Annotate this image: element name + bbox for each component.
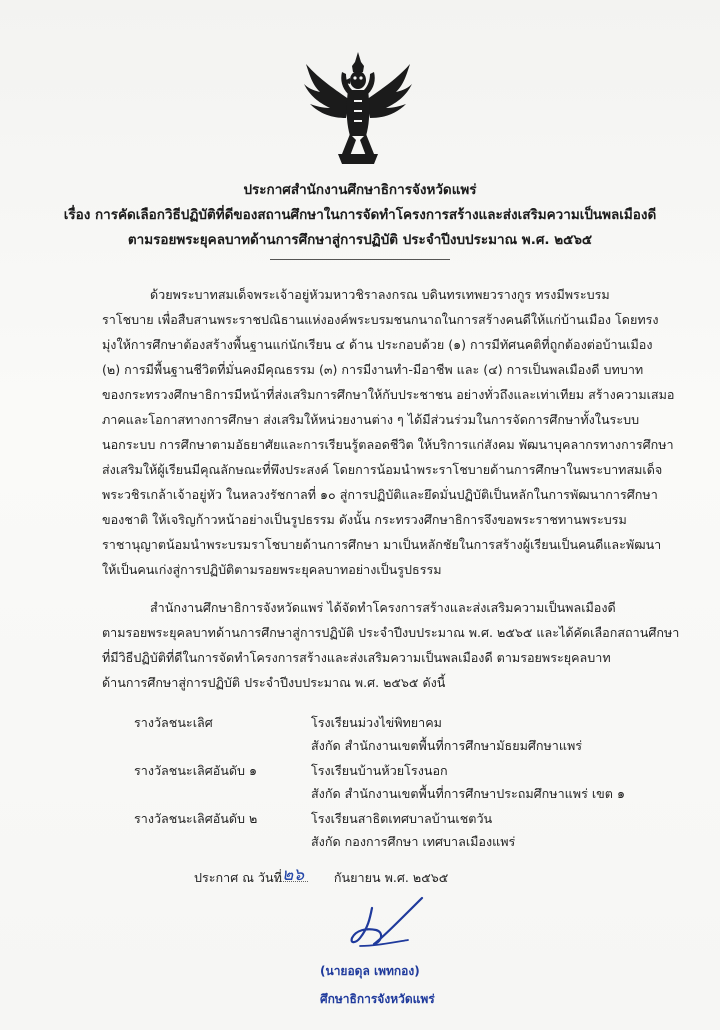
subject-line-1: เรื่อง การคัดเลือกวิธีปฏิบัติที่ดีของสถานศึกษาในการจัดทำโครงการสร้างและส่งเสริมความเป็นพลเมืองดี: [63, 207, 657, 223]
award-school-first-runner-up: โรงเรียนบ้านห้วยโรงนอก: [311, 763, 448, 778]
signer-name: (นายอดุล เพทกอง): [320, 964, 420, 978]
date-underline: [276, 881, 308, 882]
award-label-winner: รางวัลชนะเลิศ: [134, 715, 213, 730]
award-affiliation-second-runner-up: สังกัด กองการศึกษา เทศบาลเมืองแพร่: [311, 834, 516, 849]
garuda-emblem-icon: [302, 50, 414, 166]
paragraph-line: มุ่งให้การศึกษาต้องสร้างพื้นฐานแก่นักเรียน ๔ ด้าน ประกอบด้วย (๑) การมีทัศนคติที่ถูกต้องต่อบ้านเมือง: [102, 337, 653, 352]
award-affiliation-first-runner-up: สังกัด สำนักงานเขตพื้นที่การศึกษาประถมศึกษาแพร่ เขต ๑: [311, 786, 625, 801]
paragraph-line: ของกระทรวงศึกษาธิการมีหน้าที่ส่งเสริมการศึกษาให้กับประชาชน อย่างทั่วถึงและเท่าเทียม สร้างความเสมอ: [102, 387, 675, 402]
signer-position: ศึกษาธิการจังหวัดแพร่: [320, 992, 435, 1006]
paragraph-line: ที่มีวิธีปฏิบัติที่ดีในการจัดทำโครงการสร้างและส่งเสริมความเป็นพลเมืองดี ตามรอยพระยุคลบาท: [102, 650, 611, 665]
signature-icon: [330, 888, 440, 958]
handwritten-day: ๒๖: [282, 865, 304, 885]
paragraph-line: สำนักงานศึกษาธิการจังหวัดแพร่ ได้จัดทำโครงการสร้างและส่งเสริมความเป็นพลเมืองดี: [150, 600, 616, 615]
paragraph-line: ด้วยพระบาทสมเด็จพระเจ้าอยู่หัวมหาวชิราลงกรณ บดินทรเทพยวรางกูร ทรงมีพระบรม: [150, 287, 610, 302]
subject-line-2: ตามรอยพระยุคลบาทด้านการศึกษาสู่การปฏิบัติ ประจำปีงบประมาณ พ.ศ. ๒๕๖๕: [127, 232, 593, 248]
paragraph-line: ตามรอยพระยุคลบาทด้านการศึกษาสู่การปฏิบัติ ประจำปีงบประมาณ พ.ศ. ๒๕๖๕ และได้คัดเลือกสถานศึกษา: [102, 625, 680, 640]
award-school-winner: โรงเรียนม่วงไข่พิทยาคม: [311, 715, 442, 730]
announcement-date: [194, 868, 448, 888]
header-divider: [270, 259, 450, 260]
paragraph-line: ราโชบาย เพื่อสืบสานพระราชปณิธานแห่งองค์พระบรมชนกนาถในการสร้างคนดีให้แก่บ้านเมือง โดยทรง: [102, 312, 659, 327]
award-label-first-runner-up: รางวัลชนะเลิศอันดับ ๑: [134, 763, 258, 778]
announcement-title: ประกาศสำนักงานศึกษาธิการจังหวัดแพร่: [243, 182, 477, 198]
award-affiliation-winner: สังกัด สำนักงานเขตพื้นที่การศึกษามัธยมศึกษาแพร่: [311, 738, 583, 753]
announcement-prefix: ประกาศ ณ วันที่: [194, 870, 282, 885]
paragraph-line: ภาคและโอกาสทางการศึกษา ส่งเสริมให้หน่วยงานต่าง ๆ ได้มีส่วนร่วมในการจัดการศึกษาทั้งในระบบ: [102, 412, 640, 427]
paragraph-line: ด้านการศึกษาสู่การปฏิบัติ ประจำปีงบประมาณ พ.ศ. ๒๕๖๕ ดังนี้: [102, 675, 446, 690]
paragraph-line: นอกระบบ การศึกษาตามอัธยาศัยและการเรียนรู้ตลอดชีวิต ให้บริการแก่สังคม พัฒนาบุคลากรทางการศึกษา: [102, 437, 674, 452]
paragraph-line: ให้เป็นคนเก่งสู่การปฏิบัติตามรอยพระยุคลบาทอย่างเป็นรูปธรรม: [102, 562, 442, 577]
award-label-second-runner-up: รางวัลชนะเลิศอันดับ ๒: [134, 811, 258, 826]
award-school-second-runner-up: โรงเรียนสาธิตเทศบาลบ้านเชตวัน: [311, 811, 493, 826]
announcement-month-year: กันยายน พ.ศ. ๒๕๖๕: [333, 870, 449, 885]
paragraph-line: ส่งเสริมให้ผู้เรียนมีคุณลักษณะที่พึงประสงค์ โดยการน้อมนำพระราโชบายด้านการศึกษาในพระบาทสมเด็จ: [102, 462, 663, 477]
paragraph-line: (๒) การมีพื้นฐานชีวิตที่มั่นคงมีคุณธรรม (๓) การมีงานทำ-มีอาชีพ และ (๔) การเป็นพลเมืองดี บทบาท: [102, 362, 644, 377]
paragraph-line: ของชาติ ให้เจริญก้าวหน้าอย่างเป็นรูปธรรม ดังนั้น กระทรวงศึกษาธิการจึงขอพระราชทานพระบรม: [102, 512, 627, 527]
paragraph-line: ราชานุญาตน้อมนำพระบรมราโชบายด้านการศึกษา มาเป็นหลักชัยในการสร้างผู้เรียนเป็นคนดีและพัฒนา: [102, 537, 662, 552]
paragraph-line: พระวชิรเกล้าเจ้าอยู่หัว ในหลวงรัชกาลที่ ๑๐ สู่การปฏิบัติและยึดมั่นปฏิบัติเป็นหลักในการพัฒนาการศึกษา: [102, 487, 658, 502]
